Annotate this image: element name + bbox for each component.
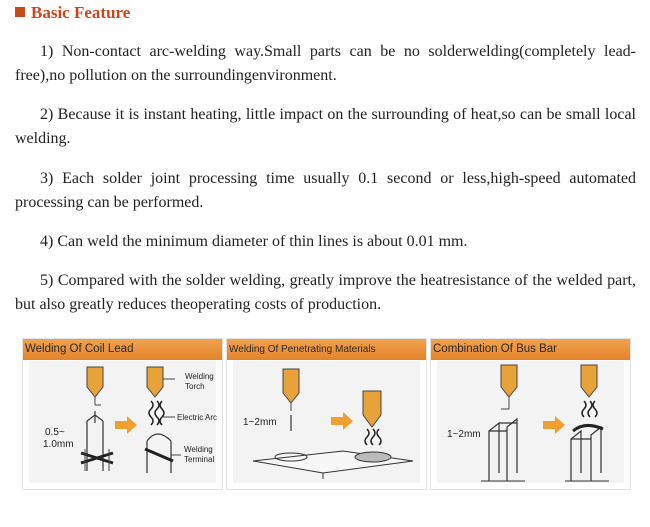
figure-bus-bar: [430, 338, 631, 490]
figure-penetrating-illustration: [233, 361, 420, 483]
bus-bar-dimension-label: 1~2mm: [447, 429, 481, 440]
feature-paragraph-4: 4) Can weld the minimum diameter of thin lines is about 0.01 mm.: [40, 233, 468, 250]
coil-dimension-label-2: 1.0mm: [43, 439, 74, 450]
torch-label-2: Torch: [185, 382, 205, 391]
section-title-text: Basic Feature: [31, 3, 131, 22]
torch-label: Welding: [185, 372, 214, 381]
figure-penetrating: [226, 338, 427, 490]
torch-icon: [87, 367, 103, 397]
penetrating-diagram: [233, 361, 422, 485]
bus-bar-diagram: [437, 361, 626, 485]
feature-paragraph-1: 1) Non-contact arc-welding way.Small parts can be no solderwelding(completely lead-free),no pollution on the surroundingenvironment.: [15, 43, 636, 84]
coil-lead-diagram: [29, 361, 218, 485]
feature-paragraph-5: 5) Compared with the solder welding, greatly improve the heatresistance of the welded part, but also greatly reduces theoperating costs of production.: [15, 272, 636, 313]
penetrating-dimension-label: 1~2mm: [243, 417, 277, 428]
square-bullet-icon: [15, 7, 25, 17]
figure-bus-bar-title: Combination Of Bus Bar: [431, 339, 630, 360]
arc-label: Electric Arc: [177, 413, 218, 422]
figure-bus-bar-illustration: [437, 361, 624, 483]
process-arrow-icon: [115, 416, 137, 434]
coil-dimension-label: 0.5~: [45, 427, 65, 438]
feature-paragraph-3: 3) Each solder joint processing time usually 0.1 second or less,high-speed automated processing can be performed.: [15, 170, 636, 211]
figure-coil-lead: [22, 338, 223, 490]
section-title: [15, 3, 130, 23]
figure-coil-lead-illustration: [29, 361, 216, 483]
figure-penetrating-title: Welding Of Penetrating Materials: [227, 339, 426, 360]
terminal-label-2: Terminal: [184, 455, 215, 464]
figure-coil-lead-title: Welding Of Coil Lead: [23, 339, 222, 360]
terminal-label: Welding: [184, 445, 213, 454]
feature-paragraph-2: 2) Because it is instant heating, little impact on the surrounding of heat,so can be small local welding.: [15, 106, 636, 147]
